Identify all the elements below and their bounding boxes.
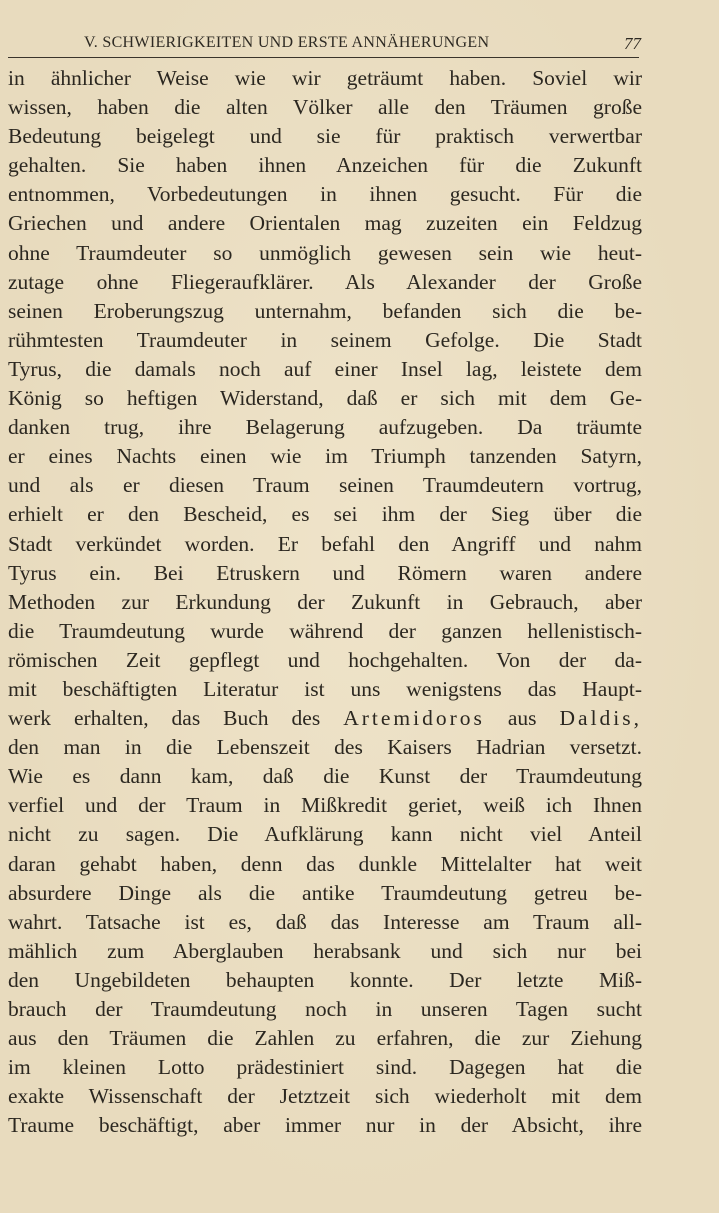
text-line: Stadt verkündet worden. Er befahl den Angriff und nahm: [8, 531, 642, 556]
text-line: nicht zu sagen. Die Aufklärung kann nicht viel Anteil: [8, 822, 642, 847]
text-line: gehalten. Sie haben ihnen Anzeichen für die Zukunft: [8, 153, 642, 178]
text-line: daran gehabt haben, denn das dunkle Mittelalter hat weit: [8, 851, 642, 876]
text-line: verfiel und der Traum in Mißkredit geriet, weiß ich Ihnen: [8, 793, 642, 818]
spaced-name-daldis: Daldis,: [559, 706, 643, 731]
text-line: aus den Träumen die Zahlen zu erfahren, die zur Ziehung: [8, 1026, 642, 1051]
text-line: die Traumdeutung wurde während der ganzen hellenistisch-: [8, 618, 642, 643]
text-line: mit beschäftigten Literatur ist uns wenigstens das Haupt-: [8, 676, 642, 701]
text-line: Traume beschäftigt, aber immer nur in der Absicht, ihre: [8, 1113, 642, 1138]
text-line: er eines Nachts einen wie im Triumph tanzenden Satyrn,: [8, 444, 642, 469]
text-line: in ähnlicher Weise wie wir geträumt haben. Soviel wir: [8, 66, 642, 90]
page-number: 77: [624, 34, 641, 53]
text-line: Tyrus ein. Bei Etruskern und Römern waren andere: [8, 560, 642, 585]
text-fragment: werk erhalten, das Buch des: [8, 706, 321, 731]
text-line: Methoden zur Erkundung der Zukunft in Gebrauch, aber: [8, 589, 642, 614]
body-text: [8, 64, 642, 1140]
text-line: mählich zum Aberglauben herabsank und sich nur bei: [8, 938, 642, 963]
text-line: Griechen und andere Orientalen mag zuzeiten ein Feldzug: [8, 211, 642, 236]
text-fragment: aus: [507, 706, 537, 731]
text-line: zutage ohne Fliegeraufklärer. Als Alexander der Große: [8, 269, 642, 294]
text-line: römischen Zeit gepflegt und hochgehalten. Von der da-: [8, 647, 642, 672]
text-line: Tyrus, die damals noch auf einer Insel lag, leistete dem: [8, 356, 642, 381]
text-line: Bedeutung beigelegt und sie für praktisch verwertbar: [8, 124, 642, 149]
text-line: wahrt. Tatsache ist es, daß das Interesse am Traum all-: [8, 909, 642, 934]
text-line-spaced-names: [8, 704, 642, 733]
text-line: exakte Wissenschaft der Jetztzeit sich wiederholt mit dem: [8, 1084, 642, 1109]
text-line: seinen Eroberungszug unternahm, befanden sich die be-: [8, 298, 642, 323]
text-line: entnommen, Vorbedeutungen in ihnen gesucht. Für die: [8, 182, 642, 207]
text-line: ohne Traumdeuter so unmöglich gewesen sein wie heut-: [8, 240, 642, 265]
text-line: den man in die Lebenszeit des Kaisers Hadrian versetzt.: [8, 735, 642, 760]
text-line: wissen, haben die alten Völker alle den Träumen große: [8, 95, 642, 120]
text-line: den Ungebildeten behaupten konnte. Der letzte Miß-: [8, 967, 642, 992]
text-line: und als er diesen Traum seinen Traumdeutern vortrug,: [8, 473, 642, 498]
text-line: rühmtesten Traumdeuter in seinem Gefolge. Die Stadt: [8, 327, 642, 352]
text-line: absurdere Dinge als die antike Traumdeutung getreu be-: [8, 880, 642, 905]
text-line: König so heftigen Widerstand, daß er sich mit dem Ge-: [8, 386, 642, 411]
running-head: V. SCHWIERIGKEITEN UND ERSTE ANNÄHERUNGEN: [84, 34, 490, 51]
text-line: im kleinen Lotto prädestiniert sind. Dagegen hat die: [8, 1055, 642, 1080]
page-header: [8, 32, 648, 56]
text-line: erhielt er den Bescheid, es sei ihm der Sieg über die: [8, 502, 642, 527]
text-line: brauch der Traumdeutung noch in unseren Tagen sucht: [8, 997, 642, 1021]
text-line: danken trug, ihre Belagerung aufzugeben. Da träumte: [8, 415, 642, 440]
spaced-name-artemidoros: Artemidoros: [343, 706, 485, 731]
header-rule: [8, 57, 639, 58]
text-line: Wie es dann kam, daß die Kunst der Traumdeutung: [8, 764, 642, 789]
